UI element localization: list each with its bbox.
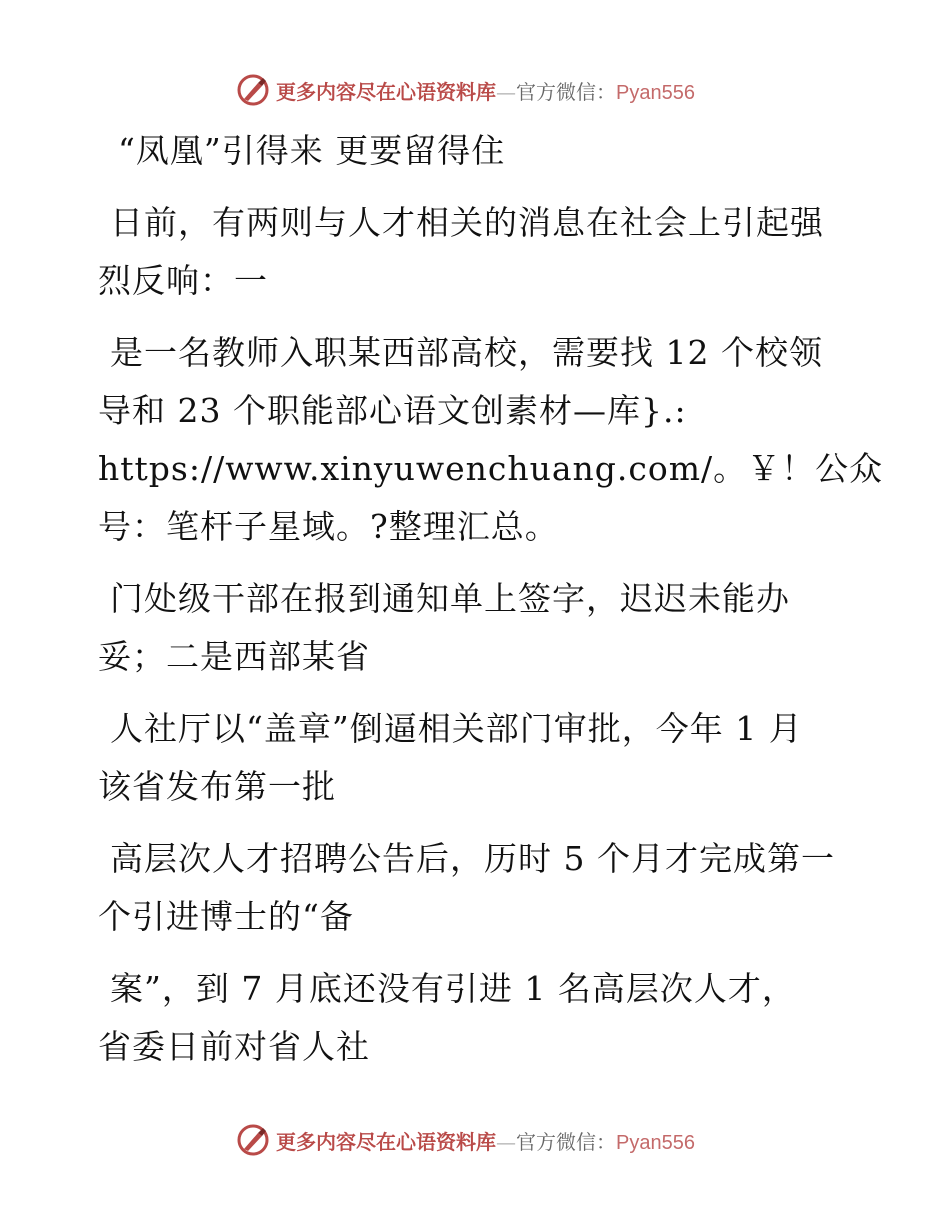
paragraph-line: 人社厅以“盖章”倒逼相关部门审批，今年 1 月	[110, 709, 803, 748]
paragraph-line: 高层次人才招聘公告后，历时 5 个月才完成第一	[110, 839, 835, 878]
paragraph-line: 案”，到 7 月底还没有引进 1 名高层次人才，	[110, 969, 796, 1008]
pen-logo-icon	[236, 73, 270, 107]
pen-logo-icon	[236, 1123, 270, 1157]
paragraph-line: 该省发布第一批	[98, 767, 336, 806]
footer-banner	[236, 1122, 716, 1158]
banner-site-text: 更多内容尽在心语资料库	[276, 1129, 496, 1154]
banner-site-text: 更多内容尽在心语资料库	[276, 79, 496, 104]
banner-separator: —	[496, 1129, 516, 1154]
paragraph-line: 个引进博士的“备	[98, 897, 354, 936]
banner-separator: —	[496, 79, 516, 104]
paragraph-line: 门处级干部在报到通知单上签字，迟迟未能办	[110, 579, 790, 618]
banner-text	[276, 1126, 695, 1155]
banner-wechat-label: 官方微信：	[516, 79, 616, 104]
document-title: “凤凰”引得来 更要留得住	[118, 131, 506, 170]
paragraph-line: 号：笔杆子星域。?整理汇总。	[98, 507, 559, 546]
banner-wechat-id: Pyan556	[616, 81, 695, 104]
paragraph-line: 日前，有两则与人才相关的消息在社会上引起强	[110, 203, 824, 242]
banner-text	[276, 76, 695, 105]
header-banner	[236, 72, 716, 108]
paragraph-line: 是一名教师入职某西部高校，需要找 12 个校领	[110, 333, 823, 372]
paragraph-line: 烈反响：一	[98, 261, 268, 300]
banner-wechat-label: 官方微信：	[516, 1129, 616, 1154]
paragraph-line: 导和 23 个职能部心语文创素材—库}.:	[98, 391, 687, 430]
banner-wechat-id: Pyan556	[616, 1131, 695, 1154]
paragraph-line: https://www.xinyuwenchuang.com/。￥！公众	[98, 449, 884, 488]
document-body	[98, 122, 884, 1076]
paragraph-line: 省委日前对省人社	[98, 1027, 370, 1066]
paragraph-line: 妥；二是西部某省	[98, 637, 370, 676]
